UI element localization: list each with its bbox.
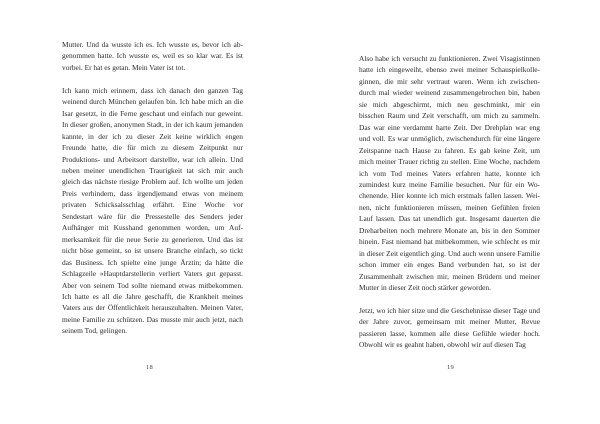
page-number: 19 [447,364,455,371]
paragraph: Ich kann mich erinnern, dass ich danach den ganzen Tag weinend durch München gelaufen bin. Ich habe mich an die Isar gesetzt, in die Ferne geschaut und einfach nur geweint. In dieser großen, anonymen Stadt, in der ich kaum jemanden kannte, in der ich zu dieser Zeit keine wirklich engen Freunde hatte, die für mich zu diesem Zeitpunkt nur Produktions- und Arbeitsort darstellte, war ich allein. Und neben meiner unendlichen Traurigkeit tat sich mir auch gleich das nächste riesige Problem auf. Ich wollte um jeden Preis verhindern, dass irgendjemand etwas von meinem privaten Schicksalsschlag erfährt. Eine Woche vor Sendestart wäre für die Pressestelle des Senders jeder Aufhänger mit Kusshand genommen worden, um Aufmerksamkeit für die neue Serie zu generieren. Und das ist nicht böse gemeint, so ist unsere Branche einfach, so tickt das Business. Ich spielte eine junge Ärztin; da hätte die Schlagzeile »Hauptdarstellerin verliert Vaters gut gepasst. Aber von seinem Tod sollte niemand etwas mitbekommen. Ich hatte es all die Jahre geschafft, die Krankheit meines Vaters aus der Öffentlichkeit herauszuhalten. Meinen Vater, meine Familie zu schützen. Das musste mir auch jetzt, nach seinem Tod, gelingen. [62,85,243,336]
paragraph: Mutter. Und da wusste ich es. Ich wusste es, bevor ich abgenommen hatte. Ich wusste es, weil es so klar war. Es ist vorbei. Er hat es getan. Mein Vater ist tot. [62,40,243,72]
paragraph: Also habe ich versucht zu funktionieren. Zwei Visagistinnen hatte ich eingeweiht, ebenso zwei meiner Schauspielkolleginnen, die mir sehr vertraut waren. Wenn ich zwischendurch mal wieder weinend zusammengebrochen bin, haben sie mich abgeschirmt, mich neu geschminkt, mir ein bisschen Raum und Zeit verschafft, um mich zu sammeln. Das war eine verdammt harte Zeit. Der Drehplan war eng und voll. Es war unmöglich, zwischendurch für eine längere Zeitspanne nach Hause zu fahren. Es gab keine Zeit, um mich meiner Trauer richtig zu stellen. Eine Woche, nachdem ich vom Tod meines Vaters erfahren hatte, konnte ich zumindest kurz meine Familie besuchen. Nur für ein Wochenende. Hier konnte ich mich erstmals fallen lassen. Weinen, nicht funktionieren müssen, meinen Gefühlen freien Lauf lassen. Das tat unendlich gut. Insgesamt dauerten die Dreharbeiten noch mehrere Monate an, bis in den Sommer hinein. Fast niemand hat mitbekommen, wie schlecht es mir in dieser Zeit eigentlich ging. Und auch wenn unsere Familie schon immer ein enges Band verbunden hat, so ist der Zusammenhalt zwischen mir, meinen Brüdern und meiner Mutter in dieser Zeit noch stärker geworden. [359,54,540,293]
left-page-text [62,39,243,337]
right-page-text [359,53,540,351]
page-number: 18 [146,364,154,371]
right-page [300,0,600,424]
paragraph: Jetzt, wo ich hier sitze und die Geschehnisse dieser Tage und der Jahre zuvor, gemeinsam mit meiner Mutter, Revue passieren lasse, kommen alle diese Gefühle wieder hoch. Obwohl wir es geahnt haben, obwohl wir auf diesen Tag [359,305,540,350]
